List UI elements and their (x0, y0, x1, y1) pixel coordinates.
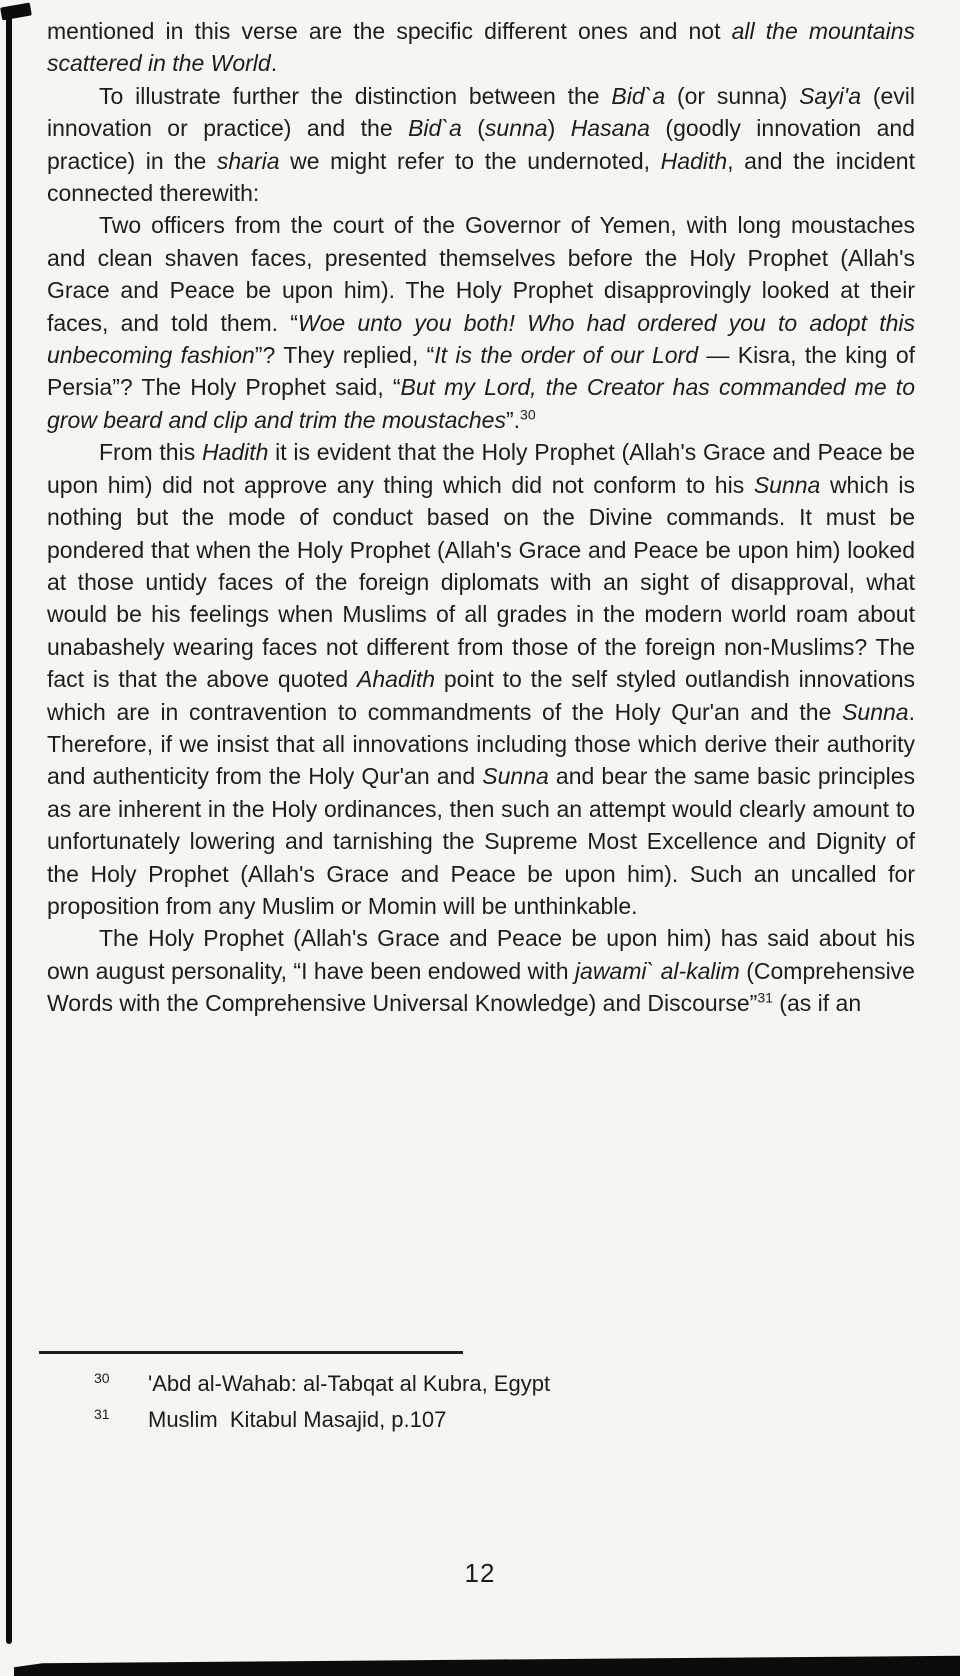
text-run: . (270, 50, 278, 77)
italic-text-run: Bid`a (408, 115, 462, 142)
text-run: ) (547, 115, 571, 142)
paragraph (47, 15, 915, 80)
text-run: ”? They replied, “ (254, 342, 435, 369)
text-run: and bear the same basic principles as are inherent in the Holy ordinances, then such an attempt would clearly amount to unfortunately lowering and tarnishing the Supreme Most Excellence and Dignity of the Holy Prophet (Allah's Grace and Peace be upon him). Such an uncalled for proposition from any Muslim or Momin will be unthinkable. (47, 763, 915, 919)
scan-artifact-bottom-edge (14, 1654, 960, 1676)
text-run: To illustrate further the distinction between the (99, 82, 612, 109)
italic-text-run: Hasana (570, 115, 650, 142)
paragraph (47, 436, 915, 922)
text-run: ”. (505, 406, 521, 433)
text-run: (Comprehensive Words with the Comprehensive Universal Knowledge) and Discourse” (47, 957, 915, 1017)
text-run: mentioned in this verse are the specific different ones and not (47, 18, 732, 44)
footnote (47, 1367, 907, 1403)
footnote-marker: 31 (94, 1406, 110, 1422)
text-run: (as if an (772, 990, 862, 1017)
text-run: which is nothing but the mode of conduct based on the Divine commands. It must be pondered that when the Holy Prophet (Allah's Grace and Peace be upon him) looked at those untidy faces of the foreign diplomats with an sight of disapproval, what would be his feelings when Muslims of all grades in the modern world roam about unabashely wearing faces not different from those of the foreign non-Muslims? The fact is that the above quoted (47, 471, 915, 693)
text-run: (evil innovation or practice) and the (47, 82, 916, 142)
footnote-text: Muslim Kitabul Masajid, p.107 (148, 1407, 447, 1432)
italic-text-run: Sunna (842, 698, 909, 725)
italic-text-run: Ahadith (357, 666, 436, 693)
text-run: (goodly innovation and practice) in the (47, 115, 915, 174)
text-run: From this (99, 439, 202, 466)
paragraph (47, 922, 915, 1019)
italic-text-run: It is the order of our Lord (434, 342, 698, 369)
scan-artifact-left-edge (6, 10, 12, 1644)
footnote-separator (39, 1351, 463, 1354)
italic-text-run: all the mountains scattered in the World (47, 18, 915, 77)
text-run: ( (461, 115, 485, 142)
paragraph (47, 80, 915, 210)
italic-text-run: Sayi'a (799, 82, 861, 109)
footnote-marker: 30 (94, 1370, 110, 1386)
italic-text-run: Hadith (201, 439, 269, 466)
text-run: we might refer to the undernoted, (279, 147, 661, 174)
footnote-reference: 30 (520, 406, 536, 423)
footnotes-list (47, 1367, 907, 1439)
italic-text-run: Woe unto you both! Who had ordered you to adopt this unbecoming fashion (47, 309, 915, 369)
italic-text-run: sharia (216, 147, 280, 174)
italic-text-run: jawami` al-kalim (574, 957, 740, 984)
text-run: point to the self styled outlandish innovations which are in contravention to commandments of the Holy Qur'an and the (47, 666, 915, 725)
footnote-reference: 31 (757, 989, 773, 1006)
text-run: (or sunna) (665, 82, 800, 109)
text-run: , and the incident connected therewith: (47, 147, 915, 207)
footnote (47, 1403, 907, 1439)
text-run: — Kisra, the king of Persia”? The Holy Prophet said, “ (47, 342, 916, 401)
footnote-text: 'Abd al-Wahab: al-Tabqat al Kubra, Egypt (148, 1371, 551, 1396)
italic-text-run: Hadith (660, 147, 728, 174)
italic-text-run: Sunna (753, 471, 821, 498)
italic-text-run: Sunna (482, 763, 549, 790)
text-run: . Therefore, if we insist that all innovations including those which derive their authority and authenticity from the Holy Qur'an and (47, 698, 915, 790)
text-run: it is evident that the Holy Prophet (Allah's Grace and Peace be upon him) did not approve any thing which did not conform to his (47, 439, 915, 498)
paragraph (47, 209, 915, 436)
page-number: 12 (464, 1558, 496, 1588)
page-body (47, 15, 915, 1020)
text-run: The Holy Prophet (Allah's Grace and Peace be upon him) has said about his own august personality, “I have been endowed with (47, 925, 915, 984)
italic-text-run: Bid`a (611, 82, 666, 109)
text-run: Two officers from the court of the Governor of Yemen, with long moustaches and clean shaven faces, presented themselves before the Holy Prophet (Allah's Grace and Peace be upon him). The Holy Prophet disapprovingly looked at their faces, and told them. “ (47, 212, 915, 336)
italic-text-run: sunna (484, 115, 548, 142)
italic-text-run: But my Lord, the Creator has commanded me to grow beard and clip and trim the moustaches (47, 374, 915, 433)
scan-artifact-corner (0, 2, 32, 20)
